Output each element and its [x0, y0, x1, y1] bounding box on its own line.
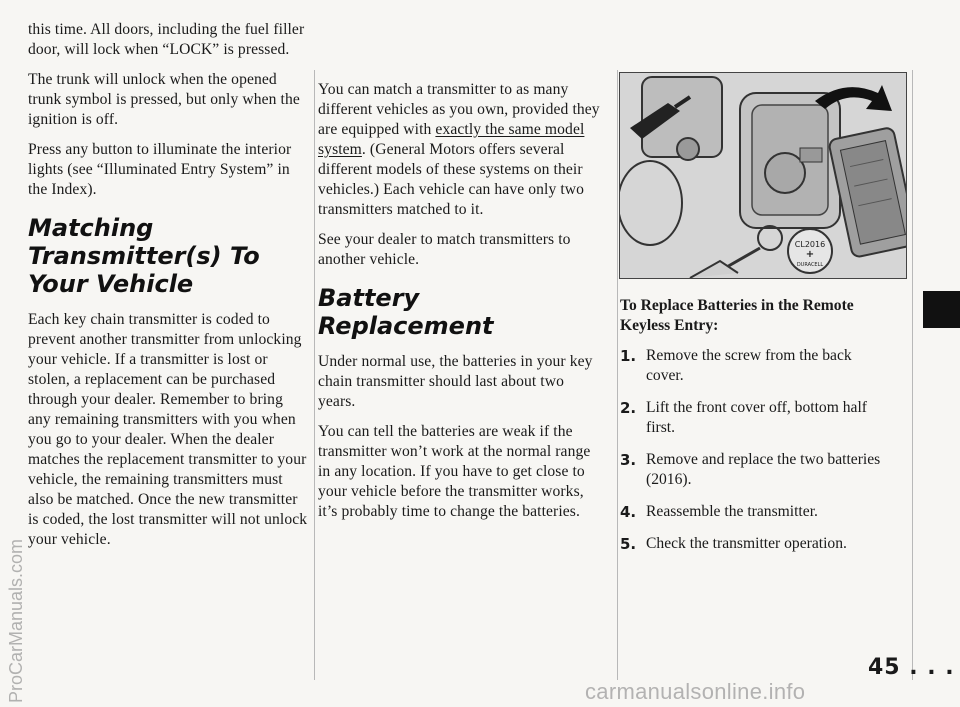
- site-watermark: carmanualsonline.info: [585, 679, 806, 704]
- column-rule-outer: [912, 70, 913, 680]
- side-watermark: ProCarManuals.com: [6, 538, 26, 703]
- page-number: 45 . . .: [868, 655, 955, 680]
- underlined-same-model: exactly the same model system: [318, 121, 585, 158]
- list-item: 4. Reassemble the transmitter.: [620, 503, 818, 521]
- column-middle: [318, 80, 603, 532]
- paragraph-match-vehicles: You can match a transmitter to as many different vehicles as you own, provided they are equipped with exactly the same model system. (General Motors offers several different models of these systems on their vehicles.) Each vehicle can have only two transmitters matched to it.: [318, 81, 600, 218]
- list-item: 1. Remove the screw from the back cover.: [620, 347, 852, 384]
- transmitter-illustration: [619, 72, 907, 279]
- column-rule-right: [617, 70, 618, 680]
- paragraph-see-dealer: See your dealer to match transmitters to another vehicle.: [318, 231, 571, 268]
- paragraph-door-lock: this time. All doors, including the fuel filler door, will lock when “LOCK” is pressed.: [28, 21, 305, 58]
- battery-label-top: CL2016: [794, 240, 826, 249]
- paragraph-transmitter-coding: Each key chain transmitter is coded to prevent another transmitter from unlocking your vehicle. If a transmitter is lost or stolen, a replacement can be purchased through your dealer. Remember to bring any remaining transmitters with you when you go to your dealer. When the dealer matches the replacement transmitter to your vehicle, the remaining transmitters must also be matched. Once the new transmitter is coded, the lost transmitter will not unlock your vehicle.: [28, 311, 308, 548]
- battery-steps-list: [620, 346, 890, 554]
- transmitter-drawing: [620, 73, 906, 278]
- column-left: [28, 20, 308, 560]
- paragraph-interior-lights: Press any button to illuminate the interior lights (see “Illuminated Entry System” in the Index).: [28, 141, 292, 198]
- paragraph-weak-battery: You can tell the batteries are weak if the transmitter won’t work at the normal range in any location. If you have to get close to your vehicle before the transmitter works, it’s probably time to change the batteries.: [318, 423, 591, 520]
- heading-replace-batteries: To Replace Batteries in the Remote Keyless Entry:: [620, 297, 854, 334]
- column-rule-left: [314, 70, 315, 680]
- list-item: 2. Lift the front cover off, bottom half first.: [620, 399, 867, 436]
- chapter-tab: [923, 291, 960, 328]
- svg-text:+: +: [805, 249, 815, 260]
- paragraph-battery-life: Under normal use, the batteries in your key chain transmitter should last about two years.: [318, 353, 593, 410]
- list-item: 5. Check the transmitter operation.: [620, 535, 847, 553]
- list-item: 3. Remove and replace the two batteries (2016).: [620, 451, 881, 488]
- column-right: [620, 296, 890, 566]
- heading-matching-transmitters: Matching Transmitter(s) To Your Vehicle: [28, 214, 260, 298]
- paragraph-trunk-unlock: The trunk will unlock when the opened trunk symbol is pressed, but only when the ignition is off.: [28, 71, 300, 128]
- battery-label-bottom: DURACELL: [796, 262, 824, 268]
- heading-battery-replacement: Battery Replacement: [318, 284, 494, 340]
